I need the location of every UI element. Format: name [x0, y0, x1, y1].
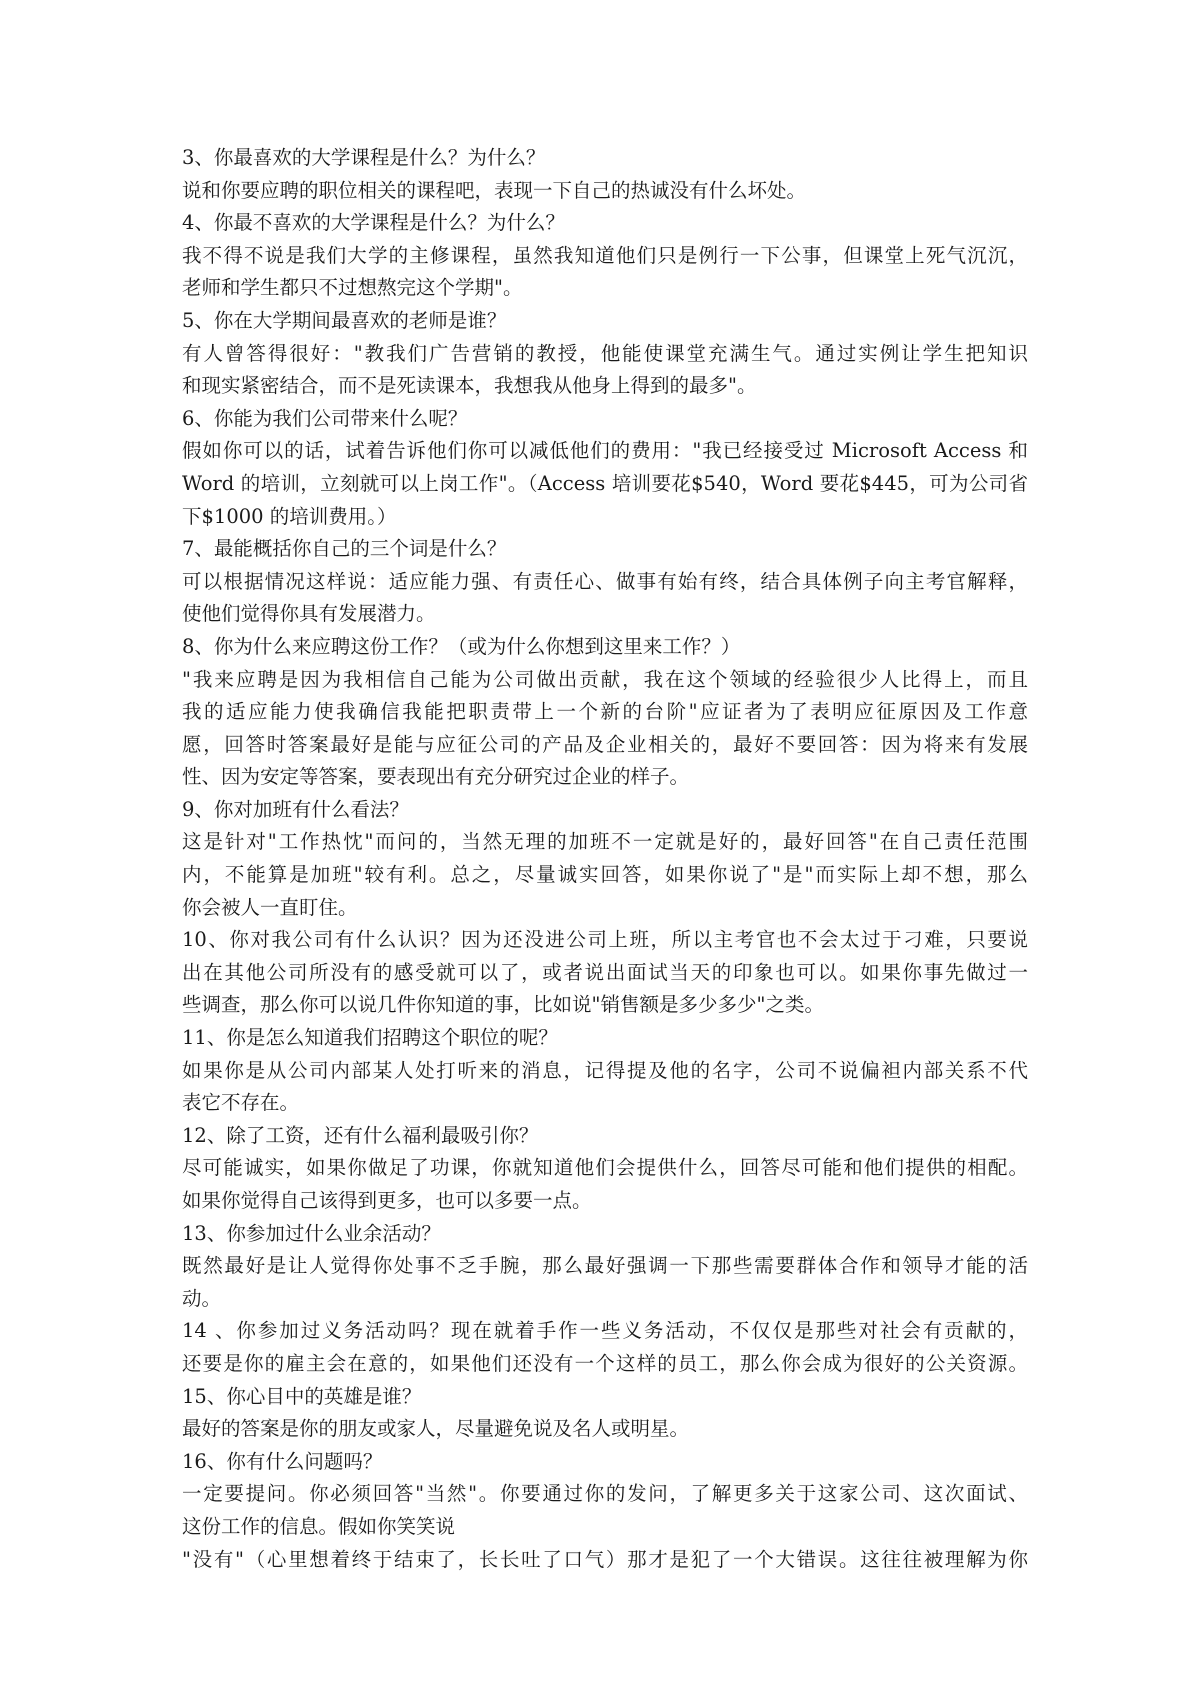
text-line: "没有"（心里想着终于结束了，长长吐了口气）那才是犯了一个大错误。这往往被理解为你 [182, 1547, 1028, 1571]
text-line: 老师和学生都只不过想熬完这个学期"。 [182, 276, 523, 300]
text-line: 5、你在大学期间最喜欢的老师是谁？ [182, 308, 507, 332]
text-line: 下$1000 的培训费用。） [182, 504, 397, 528]
text-line: 15、你心目中的英雄是谁？ [182, 1384, 422, 1408]
text-line: 愿，回答时答案最好是能与应征公司的产品及企业相关的，最好不要回答：因为将来有发展 [182, 732, 1028, 756]
text-line: 还要是你的雇主会在意的，如果他们还没有一个这样的员工，那么你会成为很好的公关资源。 [182, 1351, 1028, 1375]
text-line: 出在其他公司所没有的感受就可以了，或者说出面试当天的印象也可以。如果你事先做过一 [182, 960, 1028, 984]
text-line: 4、你最不喜欢的大学课程是什么？为什么？ [182, 211, 565, 235]
text-line: 表它不存在。 [182, 1091, 300, 1115]
text-line: 和现实紧密结合，而不是死读课本，我想我从他身上得到的最多"。 [182, 374, 757, 398]
text-line: 如果你觉得自己该得到更多，也可以多要一点。 [182, 1189, 592, 1212]
text-line: 既然最好是让人觉得你处事不乏手腕，那么最好强调一下那些需要群体合作和领导才能的活 [182, 1254, 1028, 1278]
text-line: 12、除了工资，还有什么福利最吸引你？ [182, 1123, 539, 1147]
text-line: 有人曾答得很好："教我们广告营销的教授，他能使课堂充满生气。通过实例让学生把知识 [182, 341, 1028, 365]
text-line: 动。 [182, 1286, 222, 1310]
text-line: 可以根据情况这样说：适应能力强、有责任心、做事有始有终，结合具体例子向主考官解释， [182, 569, 1028, 593]
text-line: 些调查，那么你可以说几件你知道的事，比如说"销售额是多少多少"之类。 [182, 993, 824, 1017]
text-line: 8、你为什么来应聘这份工作？（或为什么你想到这里来工作？） [182, 634, 741, 658]
text-line: 一定要提问。你必须回答"当然"。你要通过你的发问，了解更多关于这家公司、这次面试、 [182, 1482, 1028, 1506]
text-line: 使他们觉得你具有发展潜力。 [182, 602, 436, 626]
text-line: 13、你参加过什么业余活动？ [182, 1221, 441, 1245]
text-line: 我不得不说是我们大学的主修课程，虽然我知道他们只是例行一下公事，但课堂上死气沉沉， [182, 243, 1028, 267]
text-line: 假如你可以的话，试着告诉他们你可以减低他们的费用："我已经接受过 Microsoft Access 和 [182, 439, 1028, 463]
text-line: 尽可能诚实，如果你做足了功课，你就知道他们会提供什么，回答尽可能和他们提供的相配。 [182, 1156, 1028, 1180]
text-line: 6、你能为我们公司带来什么呢？ [182, 406, 468, 430]
text-line: 性、因为安定等答案，要表现出有充分研究过企业的样子。 [182, 765, 690, 789]
text-line: 16、你有什么问题吗？ [182, 1449, 383, 1473]
text-line: 7、最能概括你自己的三个词是什么？ [182, 537, 507, 561]
text-line: 你会被人一直盯住。 [182, 895, 358, 919]
text-line: 10、你对我公司有什么认识？因为还没进公司上班，所以主考官也不会太过于刁难，只要说 [182, 928, 1028, 952]
text-line: Word 的培训，立刻就可以上岗工作"。（Access 培训要花$540，Word 要花$445，可为公司省 [182, 471, 1028, 495]
text-line: 这是针对"工作热忱"而问的，当然无理的加班不一定就是好的，最好回答"在自己责任范围 [182, 830, 1028, 854]
text-line: 9、你对加班有什么看法？ [182, 797, 409, 821]
text-line: 如果你是从公司内部某人处打听来的消息，记得提及他的名字，公司不说偏袒内部关系不代 [182, 1058, 1028, 1082]
text-line: 内，不能算是加班"较有利。总之，尽量诚实回答，如果你说了"是"而实际上却不想，那么 [182, 863, 1028, 887]
text-line: 这份工作的信息。假如你笑笑说 [182, 1514, 456, 1538]
text-line: 14 、你参加过义务活动吗？现在就着手作一些义务活动，不仅仅是那些对社会有贡献的， [182, 1319, 1028, 1343]
text-line: 11、你是怎么知道我们招聘这个职位的呢？ [182, 1026, 558, 1050]
text-line: 说和你要应聘的职位相关的课程吧，表现一下自己的热诚没有什么坏处。 [182, 178, 807, 202]
text-line: "我来应聘是因为我相信自己能为公司做出贡献，我在这个领域的经验很少人比得上，而且 [182, 667, 1028, 691]
text-line: 3、你最喜欢的大学课程是什么？为什么？ [182, 146, 546, 169]
text-line: 最好的答案是你的朋友或家人，尽量避免说及名人或明星。 [182, 1417, 690, 1441]
document-page [182, 142, 1028, 1576]
text-line: 我的适应能力使我确信我能把职责带上一个新的台阶"应证者为了表明应征原因及工作意 [182, 700, 1028, 724]
